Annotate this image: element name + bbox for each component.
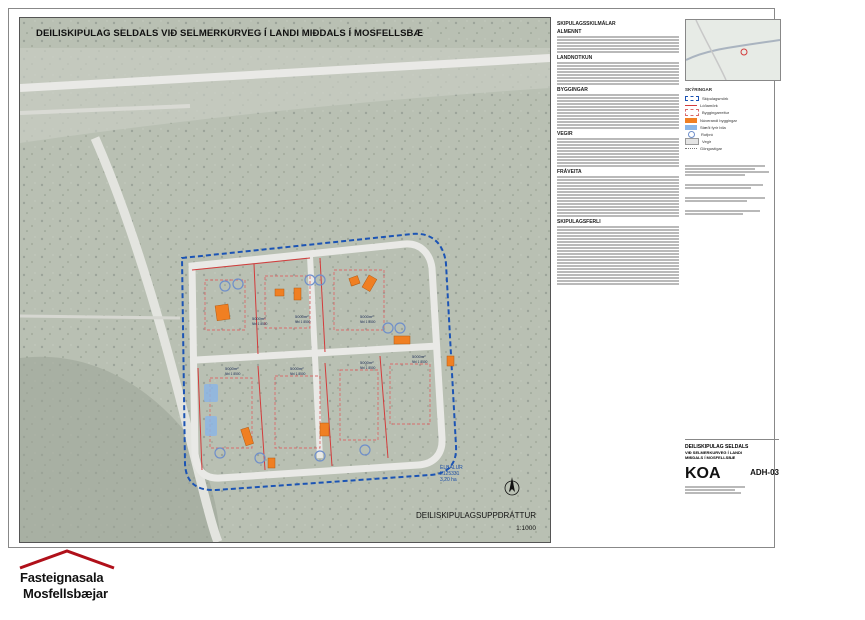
map-footer-title: DEILISKIPULAGSUPPDRÁTTUR xyxy=(415,511,536,520)
lot-zone-label: Nbl 1 8500 xyxy=(412,360,428,364)
terms-section: VEGIR xyxy=(557,131,573,137)
terms-section: FRÁVEITA xyxy=(557,169,582,175)
lot-area-label: 5000m² xyxy=(225,366,239,371)
title-block-project: DEILISKIPULAG SELDALS xyxy=(685,444,749,450)
boundary-label-id: L125331 xyxy=(440,471,460,477)
parking-area xyxy=(204,384,218,402)
title-block xyxy=(685,439,779,544)
plan-sheet xyxy=(8,8,779,548)
building xyxy=(447,356,454,366)
lot-area-label: 5000m² xyxy=(360,360,374,365)
legend-item xyxy=(685,102,779,109)
legend-label: Núverandi byggingar xyxy=(700,117,737,123)
legend-item xyxy=(685,109,779,116)
lot-area-label: 5000m² xyxy=(412,354,426,359)
legend-item xyxy=(685,145,779,152)
boundary-label-name: ELBALUR xyxy=(440,465,463,471)
legend-column xyxy=(685,19,779,545)
lot-area-label: 5000m² xyxy=(290,366,304,371)
lot-zone-label: Nbl 1 8500 xyxy=(225,372,241,376)
building xyxy=(394,336,410,344)
parking-area xyxy=(205,416,217,436)
map-scale: 1:1000 xyxy=(516,525,536,532)
sheet-number: ADH-03 xyxy=(750,468,779,477)
location-map xyxy=(685,19,781,81)
title-block-subtitle: VIÐ SELMERKURVEG Í LANDI xyxy=(685,450,743,455)
firm-logo: KOA xyxy=(685,465,721,482)
house-roof-icon xyxy=(12,548,122,570)
legend-label: Vegir xyxy=(702,139,712,145)
legend-label: Rotþró xyxy=(701,132,714,138)
terms-section: BYGGINGAR xyxy=(557,87,588,93)
building xyxy=(268,458,275,468)
legend-label: Lóðamörk xyxy=(700,103,718,109)
site-plan-drawing xyxy=(20,18,550,542)
boundary-label xyxy=(440,465,463,483)
boundary-label-area: 3,20 ha xyxy=(440,477,457,483)
legend-item xyxy=(685,124,779,131)
legend-item xyxy=(685,138,779,145)
legend-item xyxy=(685,131,779,138)
location-map-drawing xyxy=(686,20,780,80)
lot-zone-label: Nbl 1 8500 xyxy=(252,322,268,326)
agency-logo xyxy=(12,548,122,606)
logo-line-2: Mosfellsbæjar xyxy=(23,586,108,601)
lot-area-label: 5000m² xyxy=(295,314,309,319)
terms-section: SKIPULAGSFERLI xyxy=(557,219,601,225)
lot-zone-label: Nbl 1 8500 xyxy=(360,366,376,370)
lot-area-label: 5000m² xyxy=(252,316,266,321)
site-plan-map xyxy=(19,17,551,543)
terms-column xyxy=(557,19,679,543)
logo-line-1: Fasteignasala xyxy=(20,570,104,585)
road-lower-left xyxy=(20,316,180,318)
building xyxy=(275,289,284,296)
legend-label: Stæði fyrir bíla xyxy=(700,124,726,130)
map-title: DEILISKIPULAG SELDALS VIÐ SELMERKURVEG Í LANDI MIÐDALS Í MOSFELLSBÆ xyxy=(36,28,424,39)
legend-label: Byggingarreitur xyxy=(702,110,730,116)
terms-section: LANDNOTKUN xyxy=(557,55,593,61)
legend-title: SKÝRINGAR xyxy=(685,87,713,92)
legend-label: Skipulagsmörk xyxy=(702,96,729,102)
lot-zone-label: Nbl 1 8500 xyxy=(290,372,306,376)
terms-heading: SKIPULAGSSKILMÁLAR xyxy=(557,21,616,27)
legend-item xyxy=(685,117,779,124)
approval-notes xyxy=(685,165,779,215)
lot-zone-label: Nbl 1 8500 xyxy=(360,320,376,324)
lot-zone-label: Nbl 1 8500 xyxy=(295,320,311,324)
lot-area-label: 5000m² xyxy=(360,314,374,319)
building xyxy=(294,288,301,300)
legend-item xyxy=(685,95,779,102)
building xyxy=(215,304,230,321)
building xyxy=(320,423,329,436)
terms-section: ALMENNT xyxy=(557,29,582,35)
legend-label: Göngustígar xyxy=(700,146,723,152)
title-block-place: MIÐDALS Í MOSFELLSBÆ xyxy=(685,455,736,460)
